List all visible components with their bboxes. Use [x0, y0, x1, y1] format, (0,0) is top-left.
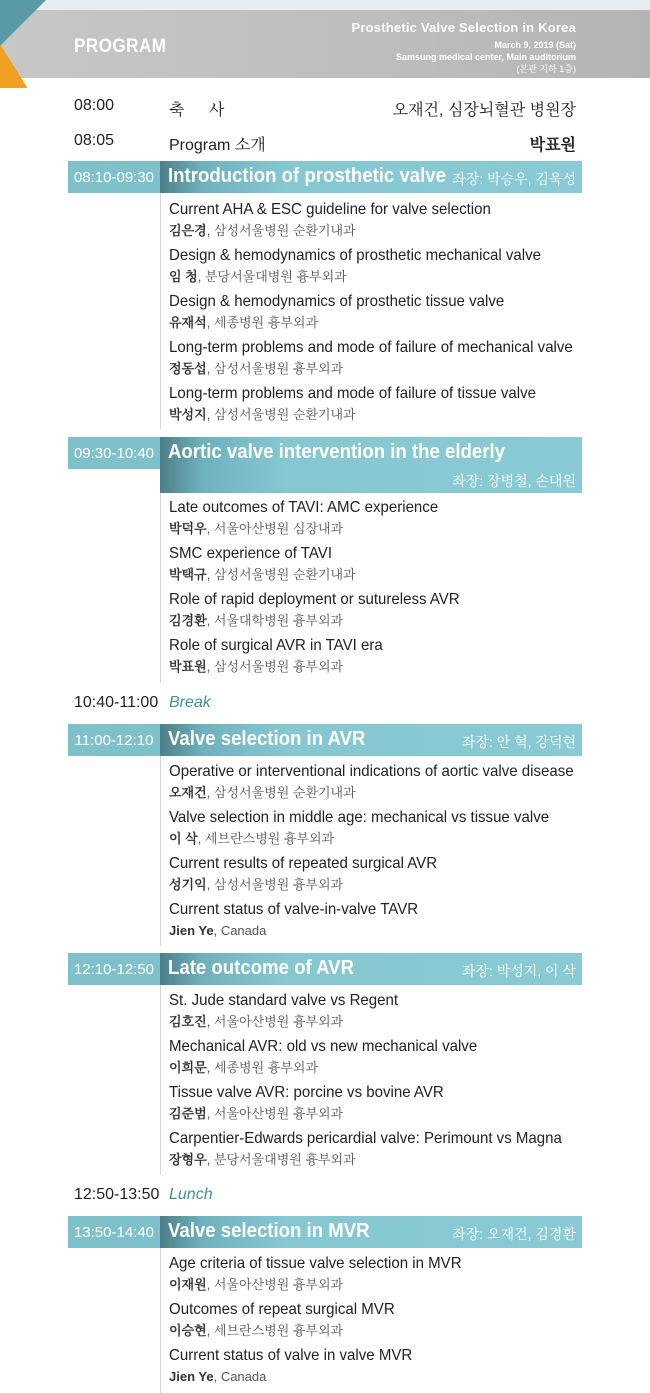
talk-item [169, 899, 589, 945]
talk-title: Design & hemodynamics of prosthetic mechanical valve [169, 247, 542, 264]
session-title: Introduction of prosthetic valve [168, 165, 446, 187]
talk-speaker-line: 박덕우, 서울아산병원 심장내과 [169, 521, 344, 536]
talk-item [169, 543, 589, 589]
event-title: Prosthetic Valve Selection in Korea [351, 20, 576, 35]
session-header [68, 437, 582, 493]
talk-title: Carpentier-Edwards pericardial valve: Perimount vs Magna [169, 1130, 562, 1147]
talk-item [169, 1299, 589, 1345]
speaker-name: 김경환 [169, 613, 207, 628]
talk-speaker-line: 박표원, 삼성서울병원 흉부외과 [169, 659, 344, 674]
break-label: Lunch [169, 1186, 213, 1203]
talk-speaker-line: 오재건, 삼성서울병원 순환기내과 [169, 785, 356, 800]
talk-list [169, 1253, 589, 1391]
row-time: 10:40-11:00 [74, 694, 159, 711]
session-divider [160, 493, 161, 683]
session-header [68, 161, 582, 193]
session-header [68, 724, 582, 756]
speaker-affiliation: 서울대학병원 흉부외과 [213, 613, 344, 628]
talk-speaker-line: 김경환, 서울대학병원 흉부외과 [169, 613, 344, 628]
lunch-row [0, 1184, 650, 1206]
row-speaker: 오재건, 심장뇌혈관 병원장 [392, 102, 576, 119]
talk-list [169, 761, 589, 945]
talk-item [169, 291, 589, 337]
speaker-affiliation: 삼성서울병원 흉부외과 [213, 361, 344, 376]
row-time: 08:05 [74, 132, 115, 149]
speaker-affiliation: 삼성서울병원 순환기내과 [213, 223, 356, 238]
session-divider [160, 756, 161, 946]
talk-speaker-line: 임 청, 분당서울대병원 흉부외과 [169, 269, 347, 284]
talk-item [169, 1128, 589, 1174]
talk-title: Role of rapid deployment or sutureless AVR [169, 591, 460, 608]
speaker-affiliation: 서울아산병원 심장내과 [213, 521, 344, 536]
speaker-name: 박성지 [169, 407, 207, 422]
talk-title: Valve selection in middle age: mechanical vs tissue valve [169, 809, 550, 826]
speaker-name: 이승현 [169, 1323, 207, 1338]
talk-item [169, 1345, 589, 1391]
session-header [68, 953, 582, 985]
talk-speaker-line: 김은경, 삼성서울병원 순환기내과 [169, 223, 356, 238]
talk-title: Design & hemodynamics of prosthetic tissue valve [169, 293, 505, 310]
session-title: Valve selection in AVR [168, 728, 366, 750]
intro-row [0, 130, 650, 152]
row-time: 12:50-13:50 [74, 1186, 160, 1203]
session-time: 12:10-12:50 [68, 953, 160, 985]
talk-title: Age criteria of tissue valve selection in MVR [169, 1255, 462, 1272]
speaker-affiliation: Canada [220, 923, 267, 938]
speaker-name: 이 삭 [169, 831, 198, 846]
speaker-affiliation: 세종병원 흉부외과 [213, 1060, 318, 1075]
speaker-name: 장형우 [169, 1152, 207, 1167]
speaker-name: 오재건 [169, 785, 207, 800]
event-venue: Samsung medical center, Main auditorium [395, 52, 576, 62]
talk-item [169, 337, 589, 383]
session-chair: 좌장: 박성지, 이 삭 [461, 963, 576, 979]
talk-item [169, 1036, 589, 1082]
talk-list [169, 497, 589, 681]
row-label: 축 사 [169, 102, 235, 119]
talk-speaker-line: 이 삭, 세브란스병원 흉부외과 [169, 831, 335, 846]
teal-corner-decoration [0, 0, 46, 46]
speaker-affiliation: 삼성서울병원 순환기내과 [213, 567, 356, 582]
session-chair: 좌장: 장병철, 손대원 [452, 473, 576, 489]
program-label: PROGRAM [74, 36, 167, 57]
session-chair: 좌장: 오재건, 김경환 [452, 1226, 576, 1242]
talk-title: Long-term problems and mode of failure of mechanical valve [169, 339, 573, 356]
talk-item [169, 1253, 589, 1299]
speaker-name: 성기익 [169, 877, 207, 892]
program-header [0, 0, 650, 88]
talk-title: Operative or interventional indications of aortic valve disease [169, 763, 574, 780]
event-date: March 9, 2019 (Sat) [494, 40, 576, 50]
session-chair: 좌장: 박승우, 김욱성 [452, 171, 576, 187]
talk-list [169, 990, 589, 1174]
session-time: 13:50-14:40 [68, 1216, 160, 1248]
speaker-name: 이재원 [169, 1277, 207, 1292]
speaker-name: 박덕우 [169, 521, 207, 536]
event-info [352, 20, 576, 75]
talk-title: Current status of valve in valve MVR [169, 1347, 413, 1364]
talk-speaker-line: 장형우, 분당서울대병원 흉부외과 [169, 1152, 356, 1167]
speaker-name: 박표원 [169, 659, 207, 674]
session-title: Valve selection in MVR [168, 1220, 370, 1242]
speaker-name: 김은경 [169, 223, 207, 238]
speaker-name: 유재석 [169, 315, 207, 330]
talk-item [169, 199, 589, 245]
talk-list [169, 199, 589, 429]
speaker-name: 박택규 [169, 567, 207, 582]
talk-item [169, 383, 589, 429]
speaker-affiliation: 세브란스병원 흉부외과 [213, 1323, 344, 1338]
talk-item [169, 807, 589, 853]
talk-speaker-line: 김준범, 서울아산병원 흉부외과 [169, 1106, 344, 1121]
talk-item [169, 245, 589, 291]
talk-item [169, 497, 589, 543]
speaker-affiliation: Canada [220, 1369, 267, 1384]
header-top-line [0, 0, 650, 10]
speaker-affiliation: 삼성서울병원 흉부외과 [213, 659, 344, 674]
speaker-name: Jien Ye [169, 923, 214, 938]
speaker-name: Jien Ye [169, 1369, 214, 1384]
speaker-affiliation: 분당서울대병원 흉부외과 [204, 269, 347, 284]
talk-title: St. Jude standard valve vs Regent [169, 992, 399, 1009]
talk-title: Current AHA & ESC guideline for valve selection [169, 201, 491, 218]
speaker-name: 이희문 [169, 1060, 207, 1075]
speaker-affiliation: 서울아산병원 흉부외과 [213, 1106, 344, 1121]
session-chair: 좌장: 안 혁, 강덕현 [461, 734, 576, 750]
speaker-affiliation: 세종병원 흉부외과 [213, 315, 318, 330]
session-time: 08:10-09:30 [68, 161, 160, 193]
session-time: 09:30-10:40 [68, 437, 160, 469]
talk-speaker-line: 김호진, 서울아산병원 흉부외과 [169, 1014, 344, 1029]
talk-speaker-line: 성기익, 삼성서울병원 흉부외과 [169, 877, 344, 892]
speaker-affiliation: 삼성서울병원 순환기내과 [213, 785, 356, 800]
talk-title: Long-term problems and mode of failure of tissue valve [169, 385, 536, 402]
speaker-affiliation: 서울아산병원 흉부외과 [213, 1277, 344, 1292]
talk-title: Late outcomes of TAVI: AMC experience [169, 499, 439, 516]
talk-speaker-line: Jien Ye, Canada [169, 1369, 267, 1384]
talk-title: Current results of repeated surgical AVR [169, 855, 438, 872]
session-time: 11:00-12:10 [68, 724, 160, 756]
talk-title: SMC experience of TAVI [169, 545, 333, 562]
row-time: 08:00 [74, 97, 115, 114]
speaker-name: 정동섭 [169, 361, 207, 376]
row-speaker: 박표원 [529, 137, 576, 154]
opening-row [0, 95, 650, 117]
talk-speaker-line: 유재석, 세종병원 흉부외과 [169, 315, 318, 330]
speaker-affiliation: 세브란스병원 흉부외과 [204, 831, 335, 846]
speaker-affiliation: 서울아산병원 흉부외과 [213, 1014, 344, 1029]
session-title: Aortic valve intervention in the elderly [168, 441, 505, 463]
speaker-name: 임 청 [169, 269, 198, 284]
row-label: Program 소개 [169, 137, 266, 154]
talk-speaker-line: Jien Ye, Canada [169, 923, 267, 938]
talk-item [169, 990, 589, 1036]
event-floor: (본관 지하 1층) [516, 64, 576, 74]
orange-corner-decoration [0, 44, 30, 88]
session-header [68, 1216, 582, 1248]
speaker-affiliation: 삼성서울병원 흉부외과 [213, 877, 344, 892]
speaker-affiliation: 분당서울대병원 흉부외과 [213, 1152, 356, 1167]
break-label: Break [169, 694, 211, 711]
talk-item [169, 1082, 589, 1128]
speaker-affiliation: 삼성서울병원 순환기내과 [213, 407, 356, 422]
session-divider [160, 985, 161, 1175]
speaker-name: 김준범 [169, 1106, 207, 1121]
session-title: Late outcome of AVR [168, 957, 355, 979]
talk-title: Outcomes of repeat surgical MVR [169, 1301, 395, 1318]
talk-title: Tissue valve AVR: porcine vs bovine AVR [169, 1084, 444, 1101]
break-row [0, 692, 650, 714]
talk-item [169, 635, 589, 681]
talk-item [169, 589, 589, 635]
talk-speaker-line: 박택규, 삼성서울병원 순환기내과 [169, 567, 356, 582]
talk-item [169, 761, 589, 807]
talk-speaker-line: 이희문, 세종병원 흉부외과 [169, 1060, 318, 1075]
talk-speaker-line: 이승현, 세브란스병원 흉부외과 [169, 1323, 344, 1338]
talk-title: Mechanical AVR: old vs new mechanical valve [169, 1038, 478, 1055]
talk-title: Role of surgical AVR in TAVI era [169, 637, 383, 654]
talk-speaker-line: 박성지, 삼성서울병원 순환기내과 [169, 407, 356, 422]
speaker-name: 김호진 [169, 1014, 207, 1029]
talk-speaker-line: 이재원, 서울아산병원 흉부외과 [169, 1277, 344, 1292]
session-divider [160, 193, 161, 429]
session-divider [160, 1248, 161, 1393]
talk-title: Current status of valve-in-valve TAVR [169, 901, 419, 918]
talk-speaker-line: 정동섭, 삼성서울병원 흉부외과 [169, 361, 344, 376]
talk-item [169, 853, 589, 899]
